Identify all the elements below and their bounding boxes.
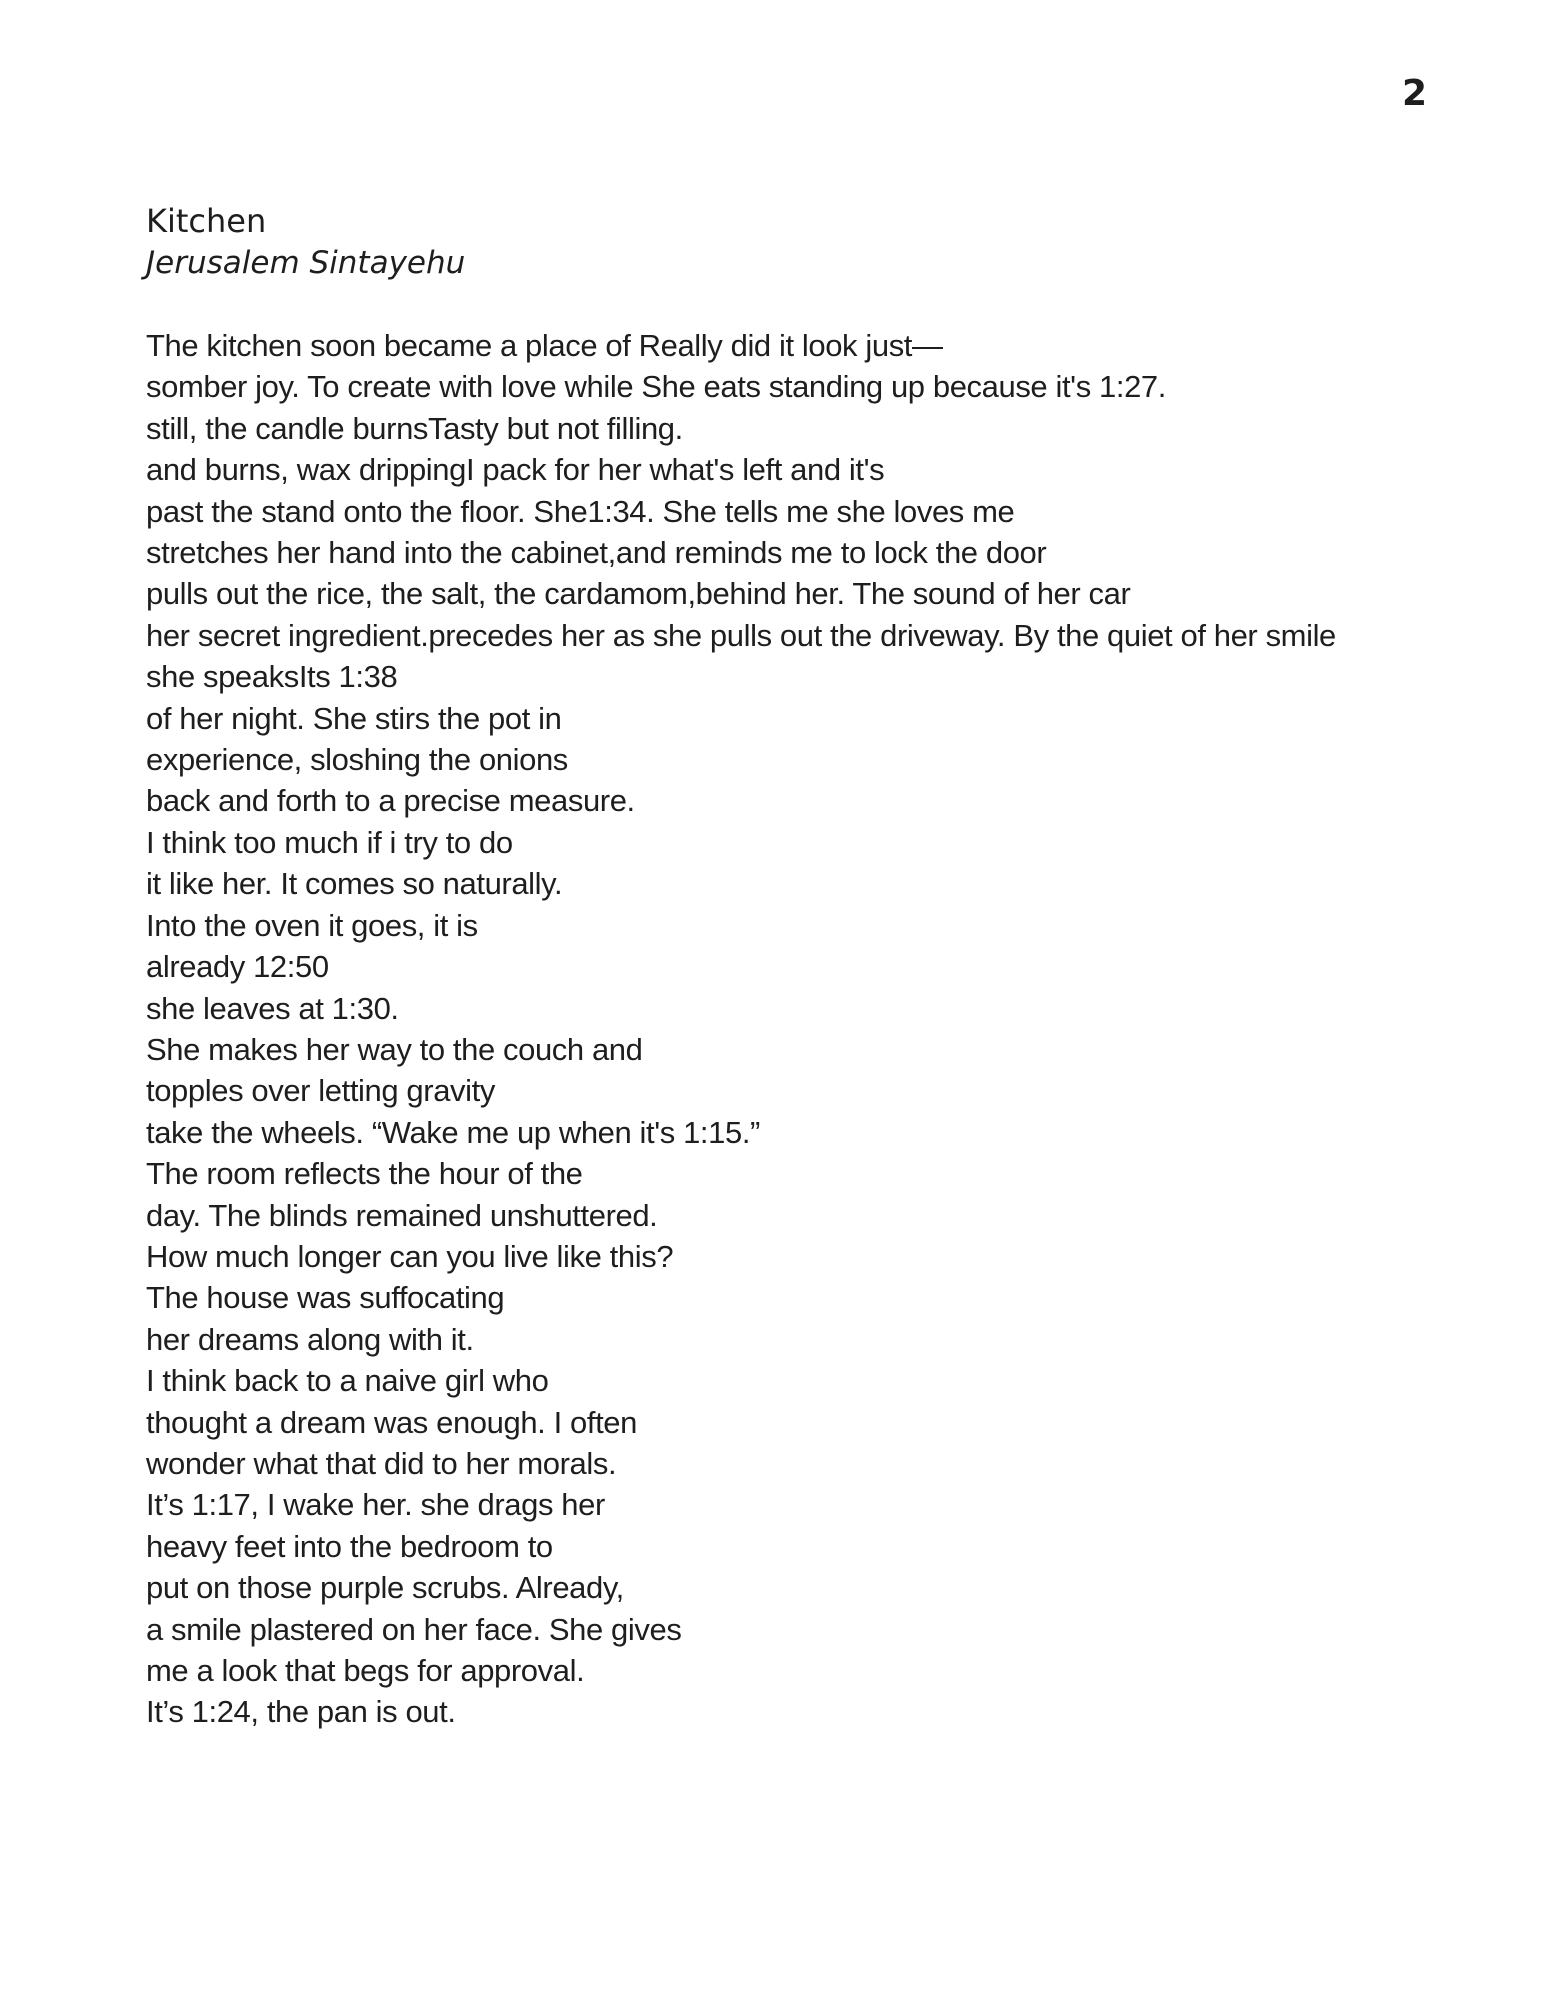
poem-body — [146, 325, 1446, 1733]
poem-line: already 12:50 — [146, 949, 329, 985]
poem-author: Jerusalem Sintayehu — [146, 245, 466, 281]
poem-line: It’s 1:17, I wake her. she drags her — [146, 1487, 605, 1523]
poem-line: Into the oven it goes, it is — [146, 907, 478, 943]
poem-line: The house was suffocating — [146, 1280, 505, 1316]
poem-line: stretches her hand into the cabinet,and reminds me to lock the door — [146, 535, 1047, 571]
poem-line: a smile plastered on her face. She gives — [146, 1611, 682, 1647]
poem-line: topples over letting gravity — [146, 1073, 495, 1109]
poem-line: it like her. It comes so naturally. — [146, 866, 563, 902]
poem-line: her secret ingredient.precedes her as she pulls out the driveway. By the quiet of her smile — [146, 617, 1336, 653]
poem-line: of her night. She stirs the pot in — [146, 700, 562, 736]
poem-line: The kitchen soon became a place of Really did it look just— — [146, 328, 943, 363]
poem-line: she leaves at 1:30. — [146, 990, 399, 1026]
poem-line: she speaksIts 1:38 — [146, 659, 398, 695]
poem-line: put on those purple scrubs. Already, — [146, 1570, 624, 1606]
poem-line: heavy feet into the bedroom to — [146, 1528, 553, 1564]
page-number: 2 — [1401, 73, 1427, 114]
poem-line: me a look that begs for approval. — [146, 1653, 585, 1688]
poem-line: How much longer can you live like this? — [146, 1238, 674, 1274]
poem-line: experience, sloshing the onions — [146, 742, 568, 778]
poem-line: pulls out the rice, the salt, the cardamom,behind her. The sound of her car — [146, 576, 1131, 612]
poem-line: her dreams along with it. — [146, 1321, 474, 1357]
poem-line: It’s 1:24, the pan is out. — [146, 1694, 456, 1730]
poem-header — [146, 200, 465, 284]
poem-line: and burns, wax drippingI pack for her what's left and it's — [146, 452, 885, 488]
poem-title: Kitchen — [146, 202, 267, 240]
poem-line: back and forth to a precise measure. — [146, 783, 635, 819]
poem-line: The room reflects the hour of the — [146, 1156, 583, 1192]
poem-line: I think back to a naive girl who — [146, 1363, 549, 1399]
poem-line: past the stand onto the floor. She1:34. She tells me she loves me — [146, 493, 1015, 529]
poem-line: somber joy. To create with love while She eats standing up because it's 1:27. — [146, 369, 1166, 405]
poem-line: day. The blinds remained unshuttered. — [146, 1197, 658, 1233]
poem-line: She makes her way to the couch and — [146, 1031, 643, 1067]
poem-line: still, the candle burnsTasty but not filling. — [146, 410, 683, 446]
poem-line: I think too much if i try to do — [146, 824, 513, 860]
poem-line: wonder what that did to her morals. — [146, 1445, 617, 1481]
poem-line: take the wheels. “Wake me up when it's 1:15.” — [146, 1114, 760, 1150]
poem-line: thought a dream was enough. I often — [146, 1404, 637, 1440]
